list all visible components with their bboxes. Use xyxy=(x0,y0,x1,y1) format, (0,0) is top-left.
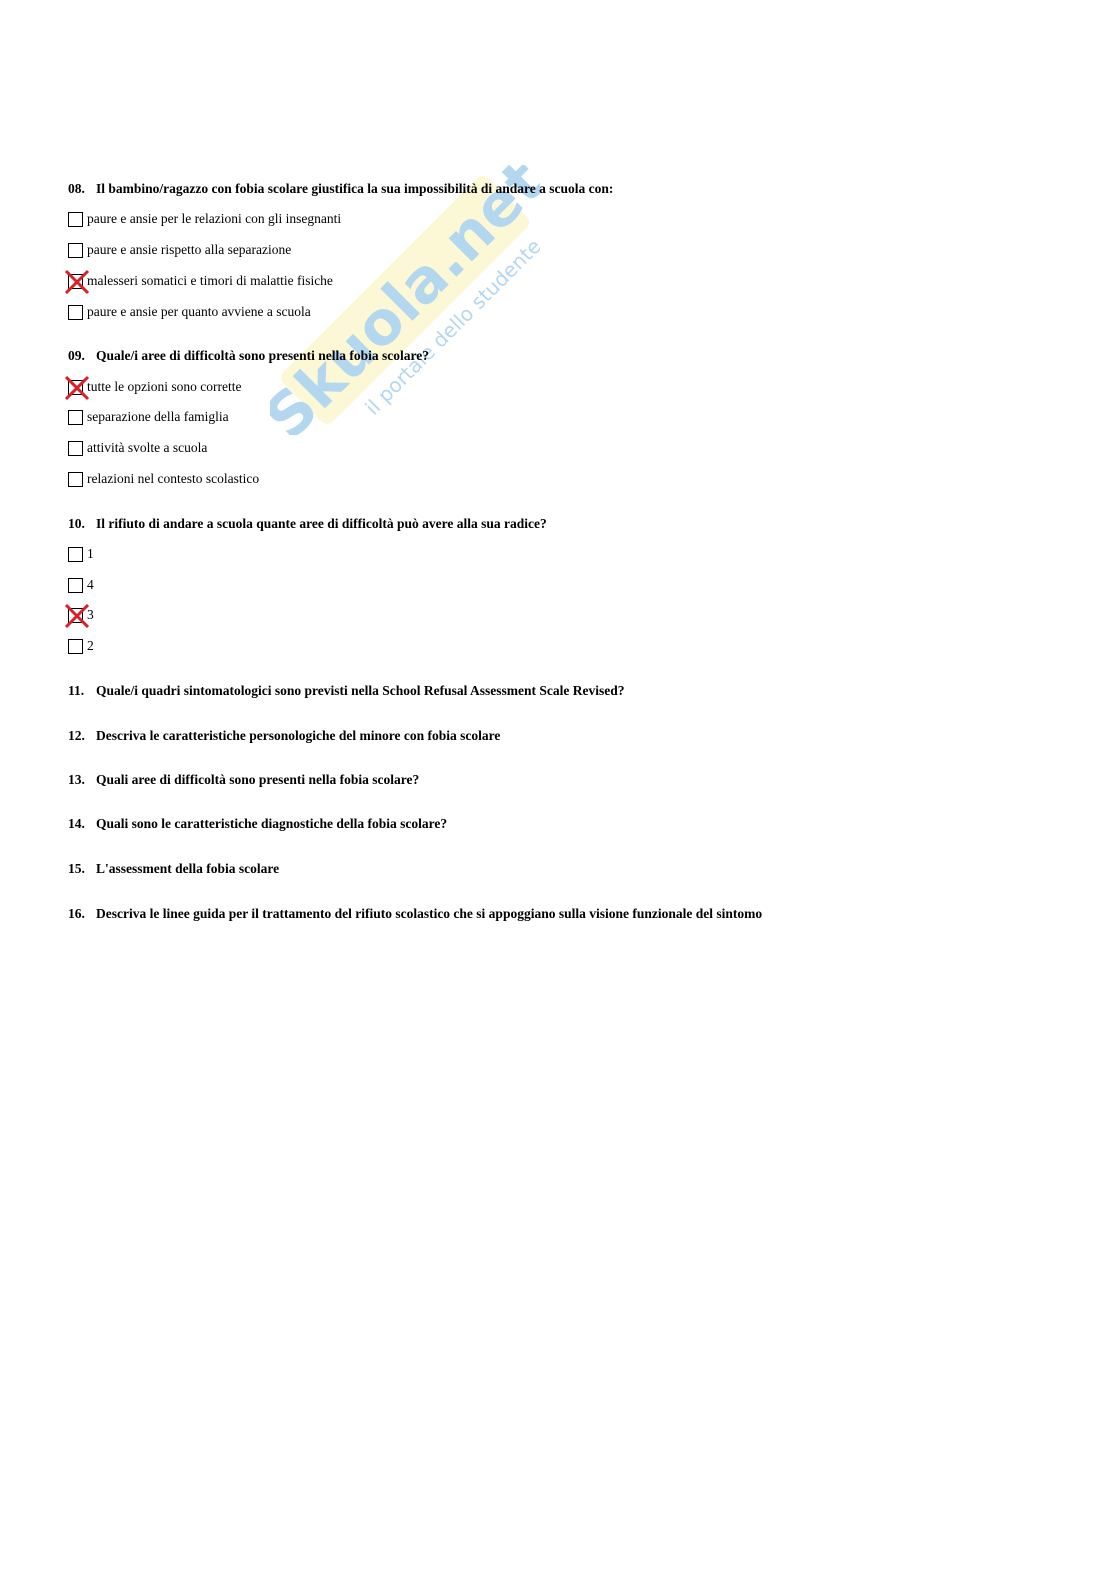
question-10-title xyxy=(68,516,547,532)
question-10-option-4[interactable] xyxy=(68,636,94,656)
question-number: 09. xyxy=(68,348,85,363)
checkbox[interactable] xyxy=(68,639,83,654)
question-number: 12. xyxy=(68,728,85,743)
question-11-title xyxy=(68,683,625,699)
x-check-mark-icon xyxy=(64,603,90,629)
question-text: Il bambino/ragazzo con fobia scolare giustifica la sua impossibilità di andare a scuola con: xyxy=(96,181,614,196)
option-label: paure e ansie rispetto alla separazione xyxy=(87,242,292,257)
question-text: Quali sono le caratteristiche diagnostiche della fobia scolare? xyxy=(96,816,448,831)
question-text: Quale/i aree di difficoltà sono presenti nella fobia scolare? xyxy=(96,348,429,363)
question-08-option-1[interactable] xyxy=(68,209,341,229)
x-check-mark-icon xyxy=(64,375,90,401)
question-12-title xyxy=(68,728,500,744)
question-09-option-3[interactable] xyxy=(68,438,207,458)
option-label: malesseri somatici e timori di malattie fisiche xyxy=(87,273,333,288)
option-label: 1 xyxy=(87,546,94,561)
option-label: tutte le opzioni sono corrette xyxy=(87,379,242,394)
option-label: attività svolte a scuola xyxy=(87,440,208,455)
question-10-option-2[interactable] xyxy=(68,575,94,595)
question-number: 16. xyxy=(68,906,85,921)
checkbox[interactable] xyxy=(68,243,83,258)
question-number: 15. xyxy=(68,861,85,876)
question-13-title xyxy=(68,772,419,788)
checkbox-checked[interactable] xyxy=(68,274,83,289)
checkbox[interactable] xyxy=(68,547,83,562)
question-number: 14. xyxy=(68,816,85,831)
checkbox[interactable] xyxy=(68,578,83,593)
question-14-title xyxy=(68,816,447,832)
option-label: relazioni nel contesto scolastico xyxy=(87,471,260,486)
option-label: paure e ansie per le relazioni con gli insegnanti xyxy=(87,211,342,226)
question-09-option-1[interactable] xyxy=(68,377,241,397)
question-08-option-2[interactable] xyxy=(68,240,291,260)
question-08-option-3[interactable] xyxy=(68,271,333,291)
question-text: L'assessment della fobia scolare xyxy=(96,861,280,876)
watermark-brand-text: Skuola.net xyxy=(270,165,540,435)
option-label: 4 xyxy=(87,577,94,592)
question-16-title xyxy=(68,906,762,922)
watermark-tagline: il portale dello studente xyxy=(360,234,540,420)
question-text: Quali aree di difficoltà sono presenti nella fobia scolare? xyxy=(96,772,420,787)
question-10-option-3[interactable] xyxy=(68,605,94,625)
question-08-title xyxy=(68,181,613,197)
question-text: Quale/i quadri sintomatologici sono previsti nella School Refusal Assessment Scale Revised? xyxy=(96,683,625,698)
question-text: Descriva le linee guida per il trattamento del rifiuto scolastico che si appoggiano sulla visione funzionale del sintomo xyxy=(96,906,763,921)
question-text: Descriva le caratteristiche personologiche del minore con fobia scolare xyxy=(96,728,501,743)
option-label: separazione della famiglia xyxy=(87,409,229,424)
question-09-option-4[interactable] xyxy=(68,469,259,489)
watermark-logo xyxy=(270,165,540,435)
checkbox[interactable] xyxy=(68,305,83,320)
checkbox[interactable] xyxy=(68,212,83,227)
checkbox[interactable] xyxy=(68,441,83,456)
x-check-mark-icon xyxy=(64,269,90,295)
question-number: 08. xyxy=(68,181,85,196)
question-text: Il rifiuto di andare a scuola quante aree di difficoltà può avere alla sua radice? xyxy=(96,516,547,531)
checkbox[interactable] xyxy=(68,410,83,425)
checkbox[interactable] xyxy=(68,472,83,487)
question-10-option-1[interactable] xyxy=(68,544,94,564)
checkbox-checked[interactable] xyxy=(68,608,83,623)
option-label: 3 xyxy=(87,607,94,622)
option-label: paure e ansie per quanto avviene a scuola xyxy=(87,304,311,319)
question-15-title xyxy=(68,861,279,877)
question-number: 11. xyxy=(68,683,85,698)
question-09-option-2[interactable] xyxy=(68,407,229,427)
question-number: 10. xyxy=(68,516,85,531)
checkbox-checked[interactable] xyxy=(68,380,83,395)
option-label: 2 xyxy=(87,638,94,653)
question-09-title xyxy=(68,348,429,364)
question-number: 13. xyxy=(68,772,85,787)
question-08-option-4[interactable] xyxy=(68,302,311,322)
